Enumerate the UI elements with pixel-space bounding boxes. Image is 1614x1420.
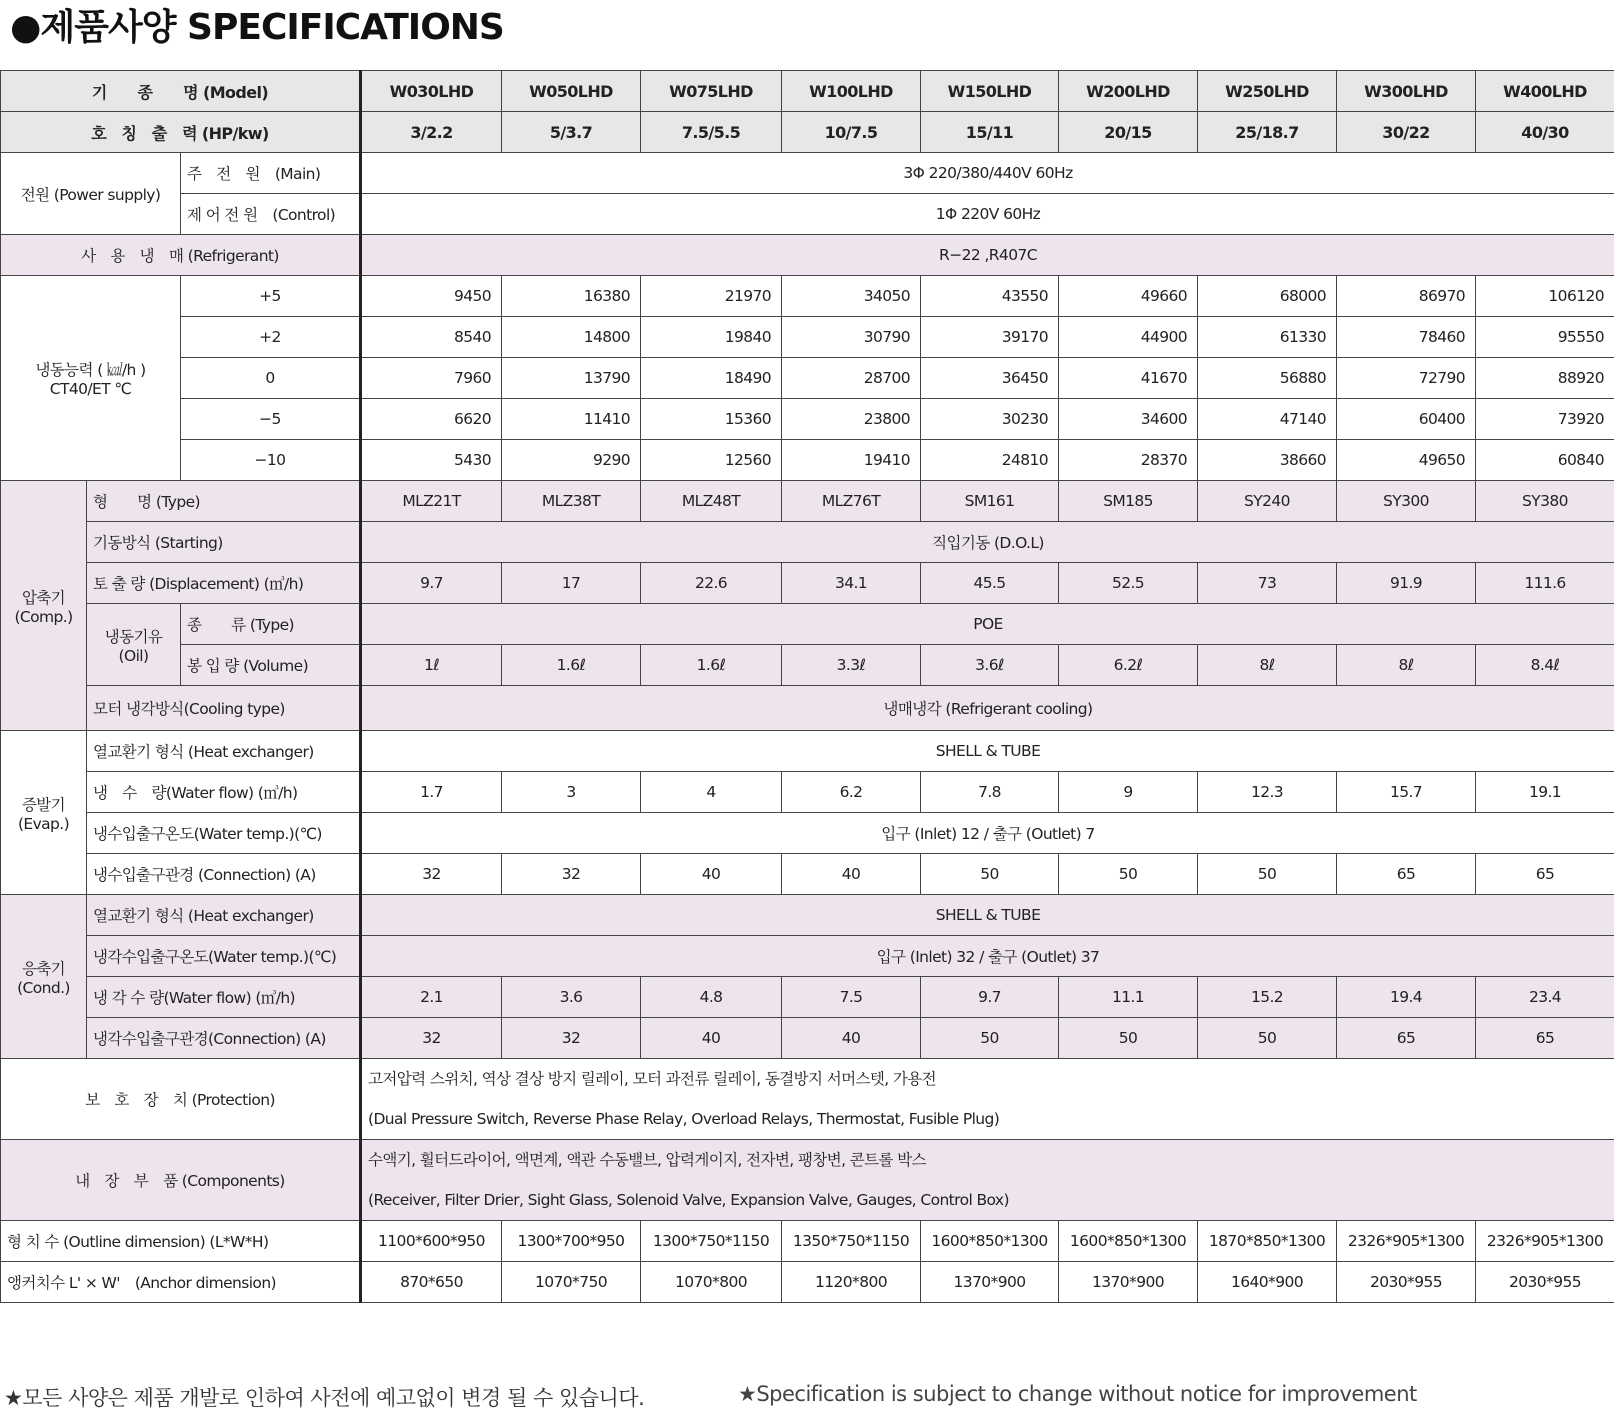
displacement-value: 34.1: [782, 563, 921, 604]
outline-dimension-value: 2326*905*1300: [1337, 1221, 1476, 1262]
capacity-value: 19840: [641, 317, 782, 358]
evap-flow-value: 19.1: [1476, 772, 1614, 813]
capacity-value: 106120: [1476, 276, 1614, 317]
capacity-value: 30790: [782, 317, 921, 358]
capacity-value: 73920: [1476, 399, 1614, 440]
power-supply-control-row: [1, 194, 1614, 235]
outline-dimension-value: 2326*905*1300: [1476, 1221, 1614, 1262]
capacity-row: [1, 358, 1614, 399]
components-row: [1, 1140, 1614, 1221]
power-value: 15/11: [921, 112, 1059, 153]
evaporator-label-line1: 증발기: [21, 795, 66, 814]
oil-volume-value: 1.6ℓ: [502, 645, 641, 686]
anchor-dimension-value: 1070*800: [641, 1262, 782, 1303]
capacity-row: [1, 440, 1614, 481]
capacity-value: 34600: [1059, 399, 1198, 440]
anchor-dimension-value: 870*650: [361, 1262, 502, 1303]
compressor-type: SM161: [921, 481, 1059, 522]
power-row: [1, 112, 1614, 153]
compressor-type: SM185: [1059, 481, 1198, 522]
anchor-dimension-value: 1370*900: [1059, 1262, 1198, 1303]
starting-value: 직입기동 (D.O.L): [361, 522, 1614, 563]
outline-dimension-value: 1600*850*1300: [921, 1221, 1059, 1262]
capacity-value: 13790: [502, 358, 641, 399]
cond-conn-value: 40: [641, 1018, 782, 1059]
capacity-value: 86970: [1337, 276, 1476, 317]
cond-temp-label: 냉각수입출구온도(Water temp.)(℃): [87, 936, 361, 977]
capacity-value: 34050: [782, 276, 921, 317]
cond-conn-value: 40: [782, 1018, 921, 1059]
oil-volume-value: 3.3ℓ: [782, 645, 921, 686]
outline-dimension-value: 1870*850*1300: [1198, 1221, 1337, 1262]
evap-hx-value: SHELL & TUBE: [361, 731, 1614, 772]
displacement-value: 73: [1198, 563, 1337, 604]
displacement-value: 22.6: [641, 563, 782, 604]
control-power-value: 1Φ 220V 60Hz: [361, 194, 1614, 235]
cond-conn-value: 50: [1059, 1018, 1198, 1059]
evaporator-label-line2: (Evap.): [17, 814, 70, 833]
cond-temp-value: 입구 (Inlet) 32 / 출구 (Outlet) 37: [361, 936, 1614, 977]
cond-flow-value: 9.7: [921, 977, 1059, 1018]
capacity-value: 14800: [502, 317, 641, 358]
oil-volume-value: 8.4ℓ: [1476, 645, 1614, 686]
cond-flow-value: 3.6: [502, 977, 641, 1018]
cond-hx-row: [1, 895, 1614, 936]
evap-conn-value: 65: [1476, 854, 1614, 895]
power-value: 10/7.5: [782, 112, 921, 153]
capacity-value: 47140: [1198, 399, 1337, 440]
oil-volume-value: 8ℓ: [1337, 645, 1476, 686]
capacity-value: 49660: [1059, 276, 1198, 317]
model-name: W300LHD: [1337, 71, 1476, 112]
condenser-label-line1: 응축기: [21, 959, 66, 978]
oil-label: [87, 604, 181, 686]
outline-dimension-label: 형 치 수 (Outline dimension) (L*W*H): [1, 1221, 361, 1262]
footnote-korean: ★모든 사양은 제품 개발로 인하여 사전에 예고없이 변경 될 수 있습니다.: [4, 1386, 645, 1410]
compressor-label: [1, 481, 87, 731]
evap-conn-value: 40: [641, 854, 782, 895]
evap-conn-value: 50: [1198, 854, 1337, 895]
capacity-value: 9450: [361, 276, 502, 317]
cond-flow-value: 4.8: [641, 977, 782, 1018]
oil-volume-row: [1, 645, 1614, 686]
starting-label: 기동방식 (Starting): [87, 522, 361, 563]
evap-flow-value: 3: [502, 772, 641, 813]
capacity-value: 60840: [1476, 440, 1614, 481]
displacement-value: 52.5: [1059, 563, 1198, 604]
compressor-type: MLZ76T: [782, 481, 921, 522]
footnote-english: ★Specification is subject to change without notice for improvement: [738, 1382, 1417, 1406]
model-name: W030LHD: [361, 71, 502, 112]
capacity-value: 18490: [641, 358, 782, 399]
evaporating-temp: −5: [181, 399, 361, 440]
displacement-label: 토 출 량 (Displacement) (㎥/h): [87, 563, 361, 604]
oil-volume-value: 6.2ℓ: [1059, 645, 1198, 686]
evaporating-temp: −10: [181, 440, 361, 481]
evap-flow-value: 9: [1059, 772, 1198, 813]
model-label: 기 종 명 (Model): [1, 71, 361, 112]
control-power-label: 제 어 전 원 (Control): [181, 194, 361, 235]
compressor-type-row: [1, 481, 1614, 522]
compressor-label-line1: 압축기: [21, 588, 66, 607]
refrigerant-row: [1, 235, 1614, 276]
power-value: 5/3.7: [502, 112, 641, 153]
capacity-value: 15360: [641, 399, 782, 440]
cond-flow-value: 7.5: [782, 977, 921, 1018]
capacity-value: 19410: [782, 440, 921, 481]
oil-type-label: 종 류 (Type): [181, 604, 361, 645]
components-value: [361, 1140, 1614, 1221]
capacity-label-line1: 냉동능력 ( ㎉/h ): [35, 361, 146, 379]
evap-conn-value: 40: [782, 854, 921, 895]
capacity-row: [1, 276, 1614, 317]
capacity-value: 88920: [1476, 358, 1614, 399]
oil-label-line2: (Oil): [118, 646, 149, 665]
capacity-value: 39170: [921, 317, 1059, 358]
page-title: ●제품사양 SPECIFICATIONS: [10, 7, 504, 48]
evaporating-temp: +5: [181, 276, 361, 317]
compressor-label-line2: (Comp.): [14, 607, 73, 626]
model-name: W050LHD: [502, 71, 641, 112]
outline-dimension-value: 1600*850*1300: [1059, 1221, 1198, 1262]
protection-row: [1, 1059, 1614, 1140]
oil-type-row: [1, 604, 1614, 645]
capacity-label: [1, 276, 181, 481]
main-power-label: 주 전 원 (Main): [181, 153, 361, 194]
capacity-value: 44900: [1059, 317, 1198, 358]
model-name: W200LHD: [1059, 71, 1198, 112]
cond-flow-row: [1, 977, 1614, 1018]
cond-temp-row: [1, 936, 1614, 977]
power-value: 25/18.7: [1198, 112, 1337, 153]
cond-hx-label: 열교환기 형식 (Heat exchanger): [87, 895, 361, 936]
cooling-type-label: 모터 냉각방식(Cooling type): [87, 686, 361, 731]
capacity-value: 43550: [921, 276, 1059, 317]
capacity-value: 23800: [782, 399, 921, 440]
evap-conn-value: 50: [921, 854, 1059, 895]
evap-flow-value: 15.7: [1337, 772, 1476, 813]
cond-conn-label: 냉각수입출구관경(Connection) (A): [87, 1018, 361, 1059]
cooling-type-row: [1, 686, 1614, 731]
capacity-value: 12560: [641, 440, 782, 481]
compressor-type: SY380: [1476, 481, 1614, 522]
protection-line-korean: 고저압력 스위치, 역상 결상 방지 릴레이, 모터 과전류 릴레이, 동결방지 서머스텟, 가용전: [368, 1070, 936, 1088]
capacity-value: 49650: [1337, 440, 1476, 481]
cond-flow-value: 19.4: [1337, 977, 1476, 1018]
evaporator-label: [1, 731, 87, 895]
cooling-type-value: 냉매냉각 (Refrigerant cooling): [361, 686, 1614, 731]
oil-volume-label: 봉 입 량 (Volume): [181, 645, 361, 686]
refrigerant-label: 사 용 냉 매 (Refrigerant): [1, 235, 361, 276]
evap-conn-label: 냉수입출구관경 (Connection) (A): [87, 854, 361, 895]
compressor-type-label: 형 명 (Type): [87, 481, 361, 522]
power-supply-main-row: [1, 153, 1614, 194]
capacity-value: 5430: [361, 440, 502, 481]
specifications-table: [0, 70, 1614, 1303]
displacement-value: 9.7: [361, 563, 502, 604]
protection-label: 보 호 장 치 (Protection): [1, 1059, 361, 1140]
evap-conn-row: [1, 854, 1614, 895]
cond-conn-value: 65: [1337, 1018, 1476, 1059]
power-value: 20/15: [1059, 112, 1198, 153]
cond-conn-value: 32: [361, 1018, 502, 1059]
capacity-row: [1, 399, 1614, 440]
anchor-dimension-value: 1070*750: [502, 1262, 641, 1303]
capacity-value: 8540: [361, 317, 502, 358]
starting-row: [1, 522, 1614, 563]
compressor-type: SY240: [1198, 481, 1337, 522]
cond-flow-value: 11.1: [1059, 977, 1198, 1018]
capacity-value: 38660: [1198, 440, 1337, 481]
anchor-dimension-value: 1120*800: [782, 1262, 921, 1303]
capacity-value: 60400: [1337, 399, 1476, 440]
oil-type-value: POE: [361, 604, 1614, 645]
cond-conn-row: [1, 1018, 1614, 1059]
capacity-value: 28700: [782, 358, 921, 399]
cond-conn-value: 32: [502, 1018, 641, 1059]
evap-temp-value: 입구 (Inlet) 12 / 출구 (Outlet) 7: [361, 813, 1614, 854]
compressor-type: SY300: [1337, 481, 1476, 522]
capacity-value: 68000: [1198, 276, 1337, 317]
cond-flow-value: 23.4: [1476, 977, 1614, 1018]
capacity-row: [1, 317, 1614, 358]
condenser-label-line2: (Cond.): [17, 978, 70, 997]
protection-value: [361, 1059, 1614, 1140]
capacity-value: 72790: [1337, 358, 1476, 399]
displacement-row: [1, 563, 1614, 604]
capacity-value: 9290: [502, 440, 641, 481]
evap-conn-value: 32: [502, 854, 641, 895]
capacity-value: 41670: [1059, 358, 1198, 399]
capacity-value: 95550: [1476, 317, 1614, 358]
displacement-value: 45.5: [921, 563, 1059, 604]
protection-line-english: (Dual Pressure Switch, Reverse Phase Relay, Overload Relays, Thermostat, Fusible Plug): [368, 1110, 1000, 1128]
anchor-dimension-value: 2030*955: [1337, 1262, 1476, 1303]
components-line-korean: 수액기, 휠터드라이어, 액면계, 액관 수동밸브, 압력게이지, 전자변, 팽창변, 콘트롤 박스: [368, 1151, 926, 1169]
cond-conn-value: 50: [1198, 1018, 1337, 1059]
outline-dimension-row: [1, 1221, 1614, 1262]
model-name: W250LHD: [1198, 71, 1337, 112]
displacement-value: 91.9: [1337, 563, 1476, 604]
compressor-type: MLZ48T: [641, 481, 782, 522]
evap-flow-value: 12.3: [1198, 772, 1337, 813]
capacity-value: 7960: [361, 358, 502, 399]
condenser-label: [1, 895, 87, 1059]
outline-dimension-value: 1350*750*1150: [782, 1221, 921, 1262]
capacity-value: 11410: [502, 399, 641, 440]
power-value: 30/22: [1337, 112, 1476, 153]
components-line-english: (Receiver, Filter Drier, Sight Glass, Solenoid Valve, Expansion Valve, Gauges, Control Box): [368, 1191, 1009, 1209]
evap-flow-value: 4: [641, 772, 782, 813]
capacity-value: 61330: [1198, 317, 1337, 358]
evap-hx-label: 열교환기 형식 (Heat exchanger): [87, 731, 361, 772]
capacity-value: 6620: [361, 399, 502, 440]
capacity-value: 78460: [1337, 317, 1476, 358]
cond-conn-value: 65: [1476, 1018, 1614, 1059]
model-name: W400LHD: [1476, 71, 1614, 112]
model-name: W100LHD: [782, 71, 921, 112]
main-power-value: 3Φ 220/380/440V 60Hz: [361, 153, 1614, 194]
anchor-dimension-value: 1640*900: [1198, 1262, 1337, 1303]
outline-dimension-value: 1300*750*1150: [641, 1221, 782, 1262]
oil-volume-value: 1ℓ: [361, 645, 502, 686]
components-label: 내 장 부 품 (Components): [1, 1140, 361, 1221]
outline-dimension-value: 1100*600*950: [361, 1221, 502, 1262]
power-supply-label: 전원 (Power supply): [1, 153, 181, 235]
evap-conn-value: 50: [1059, 854, 1198, 895]
evap-flow-value: 7.8: [921, 772, 1059, 813]
capacity-value: 36450: [921, 358, 1059, 399]
evap-conn-value: 65: [1337, 854, 1476, 895]
cond-flow-value: 15.2: [1198, 977, 1337, 1018]
anchor-dimension-row: [1, 1262, 1614, 1303]
oil-volume-value: 3.6ℓ: [921, 645, 1059, 686]
anchor-dimension-value: 1370*900: [921, 1262, 1059, 1303]
power-label: 호 칭 출 력 (HP/kw): [1, 112, 361, 153]
refrigerant-value: R−22 ,R407C: [361, 235, 1614, 276]
capacity-value: 30230: [921, 399, 1059, 440]
displacement-value: 111.6: [1476, 563, 1614, 604]
capacity-value: 28370: [1059, 440, 1198, 481]
cond-flow-label: 냉 각 수 량(Water flow) (㎥/h): [87, 977, 361, 1018]
evap-flow-row: [1, 772, 1614, 813]
evaporating-temp: 0: [181, 358, 361, 399]
model-name: W150LHD: [921, 71, 1059, 112]
oil-label-line1: 냉동기유: [104, 627, 163, 646]
evaporating-temp: +2: [181, 317, 361, 358]
power-value: 40/30: [1476, 112, 1614, 153]
model-name: W075LHD: [641, 71, 782, 112]
power-value: 3/2.2: [361, 112, 502, 153]
capacity-value: 56880: [1198, 358, 1337, 399]
cond-flow-value: 2.1: [361, 977, 502, 1018]
evap-flow-label: 냉 수 량(Water flow) (㎥/h): [87, 772, 361, 813]
evap-conn-value: 32: [361, 854, 502, 895]
evap-flow-value: 1.7: [361, 772, 502, 813]
capacity-value: 16380: [502, 276, 641, 317]
capacity-label-line2: CT40/ET ℃: [49, 380, 132, 398]
cond-conn-value: 50: [921, 1018, 1059, 1059]
compressor-type: MLZ38T: [502, 481, 641, 522]
power-value: 7.5/5.5: [641, 112, 782, 153]
anchor-dimension-value: 2030*955: [1476, 1262, 1614, 1303]
displacement-value: 17: [502, 563, 641, 604]
oil-volume-value: 8ℓ: [1198, 645, 1337, 686]
evap-hx-row: [1, 731, 1614, 772]
capacity-value: 21970: [641, 276, 782, 317]
capacity-value: 24810: [921, 440, 1059, 481]
evap-temp-row: [1, 813, 1614, 854]
cond-hx-value: SHELL & TUBE: [361, 895, 1614, 936]
oil-volume-value: 1.6ℓ: [641, 645, 782, 686]
outline-dimension-value: 1300*700*950: [502, 1221, 641, 1262]
model-row: [1, 71, 1614, 112]
evap-flow-value: 6.2: [782, 772, 921, 813]
compressor-type: MLZ21T: [361, 481, 502, 522]
anchor-dimension-label: 앵커치수 L' × W' (Anchor dimension): [1, 1262, 361, 1303]
evap-temp-label: 냉수입출구온도(Water temp.)(℃): [87, 813, 361, 854]
